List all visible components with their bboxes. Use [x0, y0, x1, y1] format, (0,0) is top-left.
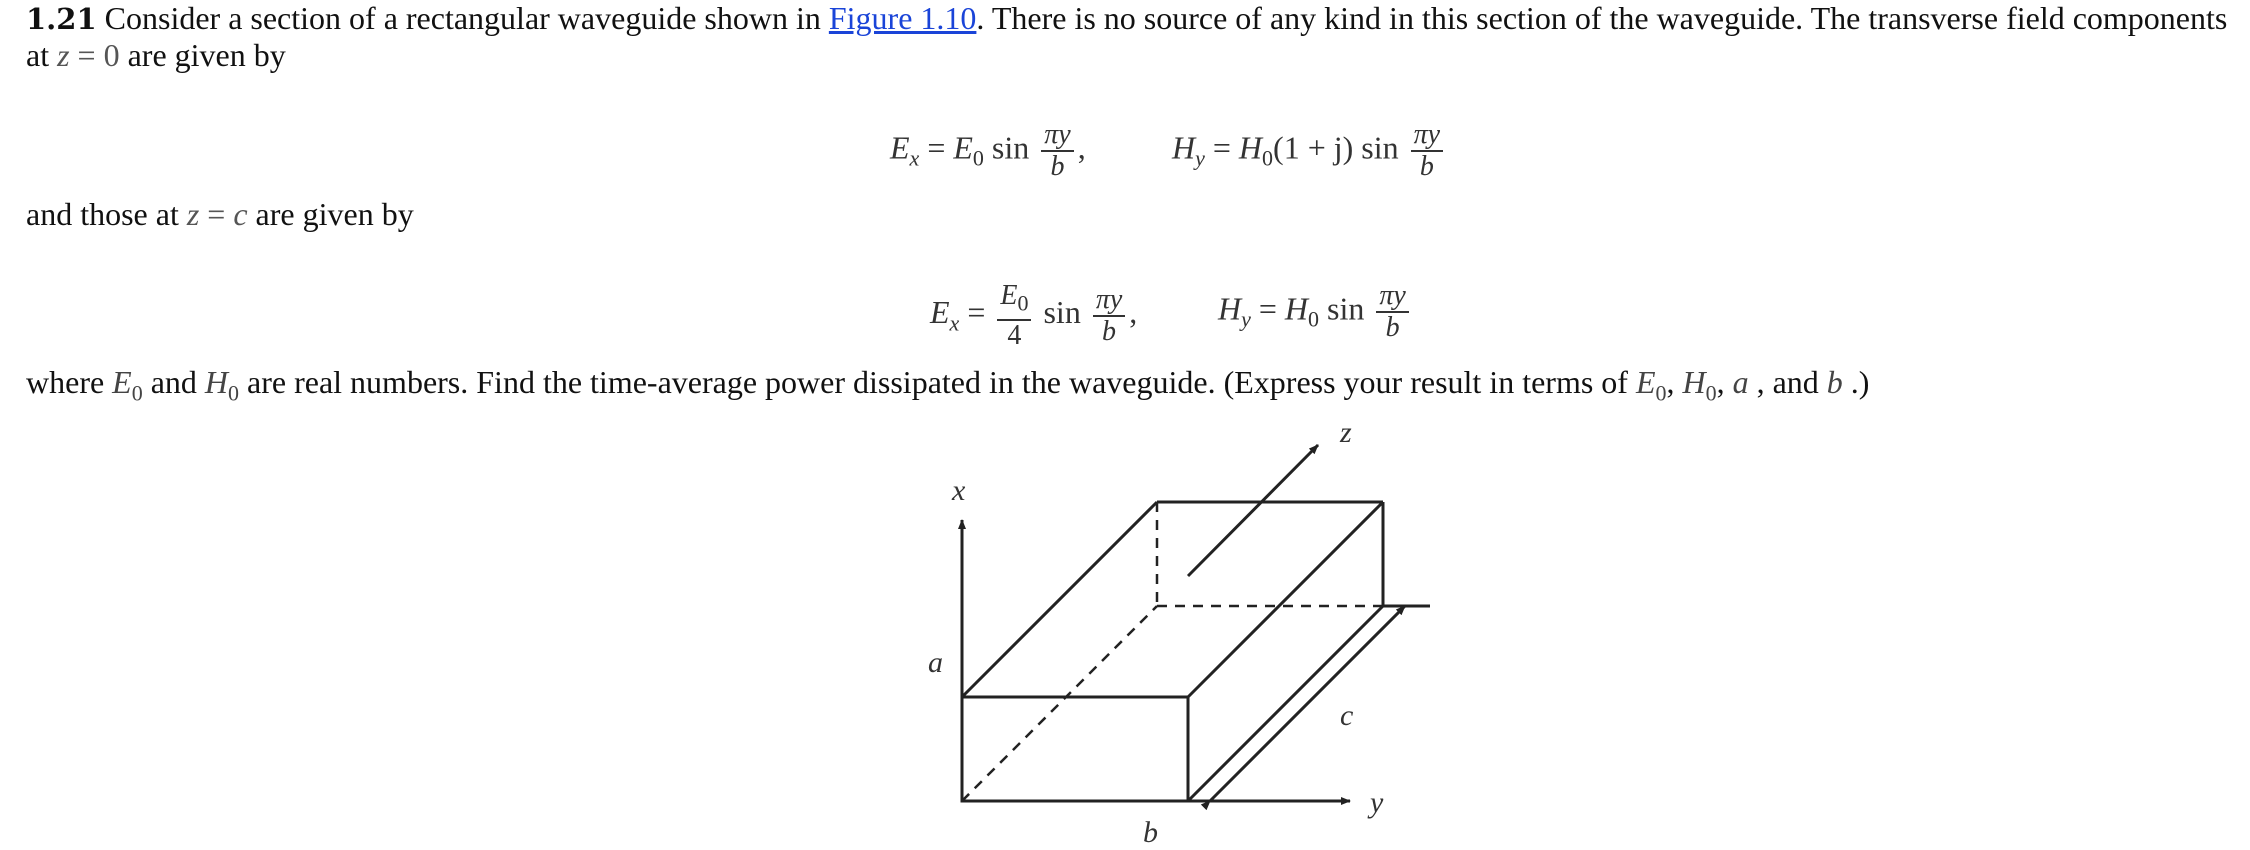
middle-text: and those at: [26, 196, 187, 232]
eq-fraction-num: πy: [1379, 280, 1406, 311]
eq-lhs-sub: y: [1195, 145, 1205, 171]
eq-fraction-num: πy: [1413, 119, 1441, 150]
c-dimension-arrow: [1210, 606, 1405, 801]
eq-fraction-num: πy: [1044, 119, 1071, 150]
eq-coef-den: 4: [1007, 319, 1022, 351]
eq-equals: =: [919, 129, 954, 166]
top-right-depth-edge: [1188, 502, 1383, 697]
eq-equals: =: [1204, 129, 1239, 166]
question-text-end: .): [1842, 364, 1870, 400]
axis-y-label: y: [1370, 786, 1384, 819]
math-H0-sub: 0: [1705, 380, 1717, 406]
eq-coef-sub: 0: [1262, 145, 1274, 171]
eq-comma: ,: [1129, 294, 1138, 331]
math-E0-sub: 0: [131, 380, 143, 406]
math-H0: H: [204, 364, 229, 400]
eq-fraction-num: πy: [1095, 283, 1123, 315]
eq-lhs-sub: x: [949, 310, 960, 336]
math-equals: =: [69, 37, 104, 73]
eq-equals: =: [959, 294, 994, 331]
eq-coef-sub: 0: [972, 145, 984, 171]
dim-a-label: a: [928, 646, 943, 679]
math-a: a: [1732, 364, 1749, 400]
eq-fraction-den: b: [1419, 151, 1434, 182]
eq-fraction-den: b: [1050, 151, 1065, 182]
eq-lhs-sub: x: [909, 145, 920, 171]
problem-number: 1.21: [26, 2, 97, 36]
math-z: z: [186, 196, 200, 232]
eq-lhs: E: [890, 129, 910, 166]
math-c: c: [233, 196, 248, 232]
eq-coef-num: E: [1000, 280, 1018, 311]
hidden-bottom-depth-edge: [962, 606, 1157, 801]
middle-text-end: are given by: [247, 196, 414, 232]
eq-lhs: E: [930, 294, 950, 331]
math-zero: 0: [103, 37, 120, 73]
question-comma-and: , and: [1748, 364, 1827, 400]
eq-fraction-den: b: [1385, 312, 1400, 343]
math-b: b: [1826, 364, 1843, 400]
front-face: [962, 697, 1188, 801]
eq-coef-sub: 0: [1308, 306, 1320, 332]
eq-coef: E: [953, 129, 973, 166]
question-text-middle: are real numbers. Find the time-average power dissipated in the waveguide. (Express your result in terms of: [239, 364, 1636, 400]
math-E0-sub: 0: [1655, 380, 1667, 406]
dim-b-label: b: [1143, 816, 1158, 849]
math-H0-sub: 0: [228, 380, 240, 406]
question-comma: ,: [1716, 364, 1733, 400]
eq-func: sin: [983, 129, 1038, 166]
math-H0: H: [1682, 364, 1706, 400]
intro-text: Consider a section of a rectangular waveguide shown in: [96, 0, 829, 36]
math-E0: E: [1635, 364, 1656, 400]
bottom-right-depth-edge: [1188, 606, 1383, 801]
eq-fraction-den: b: [1102, 315, 1117, 347]
axis-z-label: z: [1340, 416, 1352, 449]
z-axis-arrow: [1188, 445, 1318, 576]
eq-coef-num-sub: 0: [1017, 290, 1029, 316]
eq-equals: =: [1250, 290, 1285, 327]
intro-text-continued: . There is no source of any kind in this section of the waveguide. The transverse field components at: [26, 0, 2228, 73]
eq-lhs-sub: y: [1241, 306, 1251, 332]
intro-text-end: are given by: [119, 37, 286, 73]
question-comma: ,: [1666, 364, 1683, 400]
question-text: where: [26, 364, 113, 400]
axis-x-label: x: [952, 474, 966, 507]
question-and: and: [142, 364, 205, 400]
math-equals: =: [199, 196, 234, 232]
figure-link[interactable]: Figure 1.10: [828, 0, 977, 36]
eq-comma: ,: [1077, 129, 1086, 166]
eq-coef: H: [1284, 290, 1309, 327]
top-left-depth-edge: [962, 502, 1157, 697]
eq-factor: (1 + j) sin: [1273, 129, 1407, 166]
dim-c-label: c: [1340, 699, 1354, 732]
back-face-solid: [1157, 502, 1383, 606]
eq-lhs: H: [1172, 129, 1196, 166]
eq-coef: H: [1238, 129, 1263, 166]
eq-func: sin: [1319, 290, 1373, 327]
math-E0: E: [112, 364, 132, 400]
eq-func: sin: [1035, 294, 1089, 331]
eq-lhs: H: [1218, 290, 1242, 327]
math-z: z: [57, 37, 70, 73]
